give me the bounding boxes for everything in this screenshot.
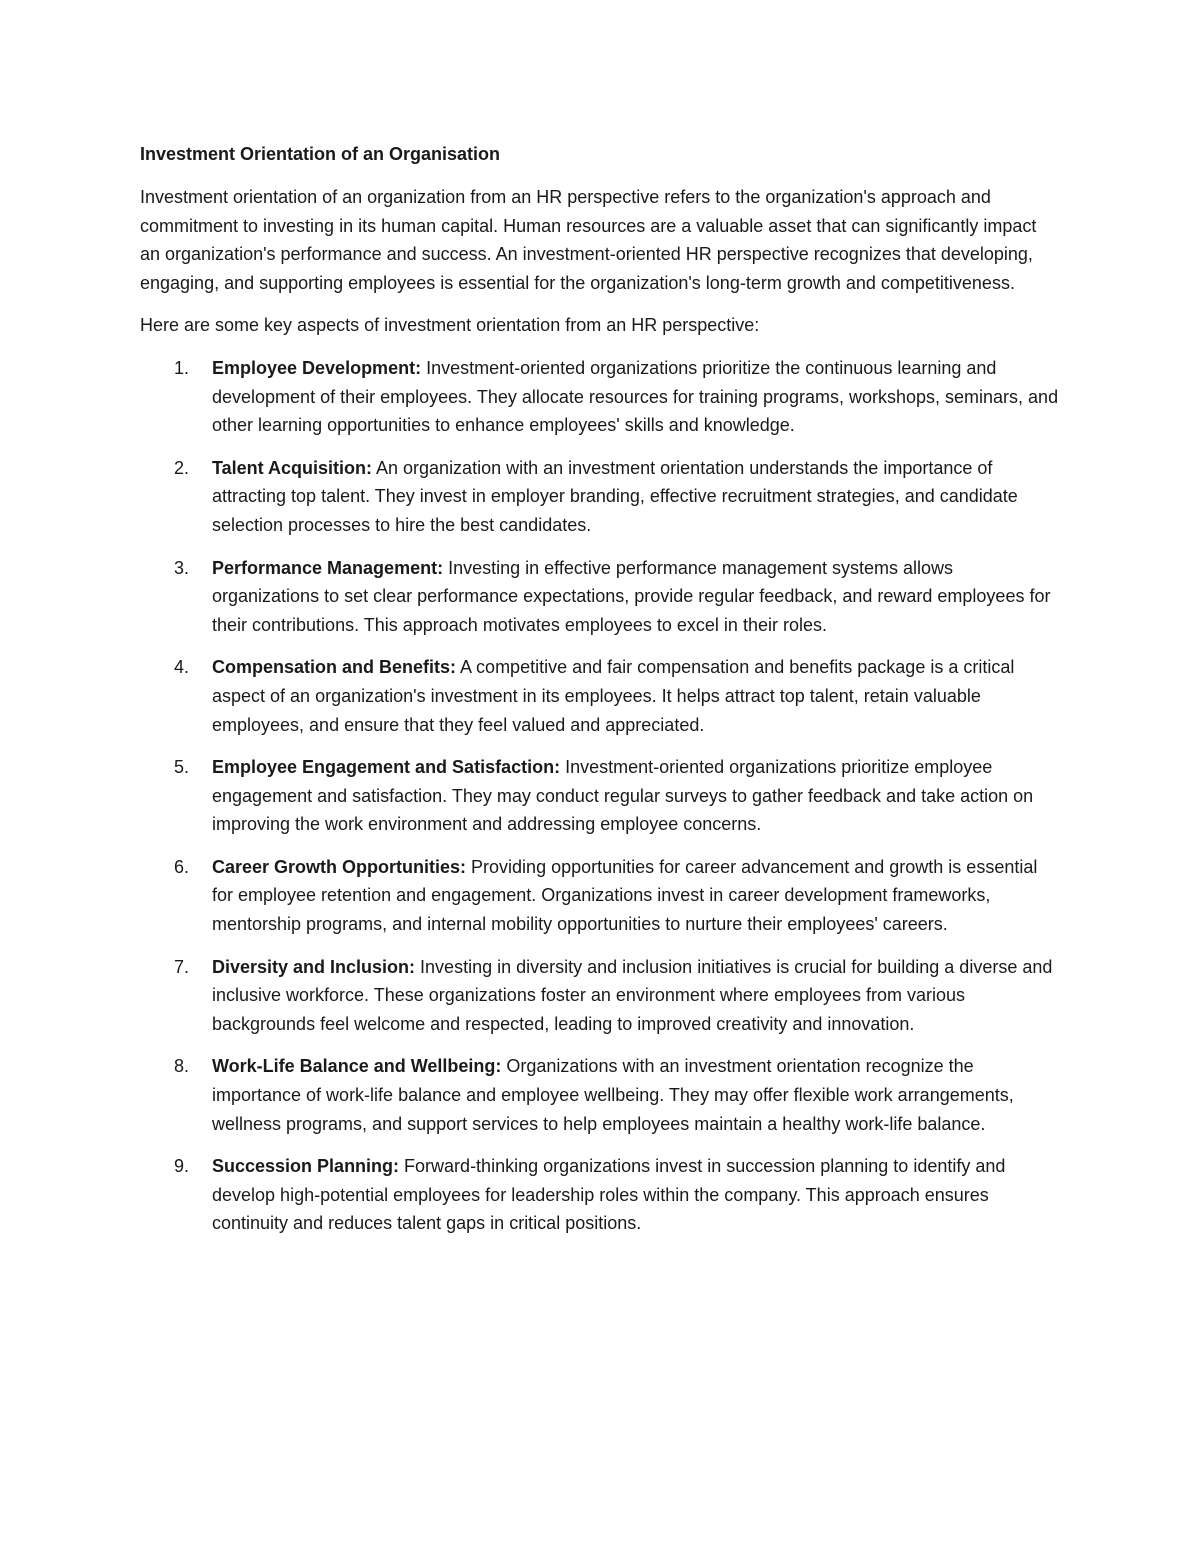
document-page [140, 140, 1060, 1252]
aspect-item [140, 454, 1060, 540]
aspect-term: Talent Acquisition: [212, 457, 372, 478]
aspect-description: Forward-thinking organizations invest in succession planning to identify and develop high-potential employees for leadership roles within the company. This approach ensures continuity and reduces talent gaps in critical positions. [212, 1156, 1006, 1234]
aspect-term: Employee Engagement and Satisfaction: [212, 757, 561, 778]
aspect-term: Compensation and Benefits: [212, 657, 457, 678]
aspect-item [140, 653, 1060, 739]
aspect-number: 2. [174, 457, 190, 478]
aspect-description: Investing in diversity and inclusion initiatives is crucial for building a diverse and inclusive workforce. These organizations foster an environment where employees from various backgrounds feel welcome and respected, leading to improved creativity and innovation. [212, 956, 1053, 1034]
document-title: Investment Orientation of an Organisation [140, 144, 501, 164]
aspect-number: 8. [174, 1056, 190, 1077]
aspect-term: Succession Planning: [212, 1156, 400, 1177]
aspect-description: Investing in effective performance management systems allows organizations to set clear performance expectations, provide regular feedback, and reward employees for their contributions. This approach motivates employees to excel in their roles. [212, 557, 1051, 635]
aspect-number: 5. [174, 757, 190, 778]
aspect-term: Employee Development: [212, 357, 422, 378]
aspect-number: 4. [174, 657, 190, 678]
aspect-term: Work-Life Balance and Wellbeing: [212, 1056, 502, 1077]
aspect-number: 1. [174, 357, 190, 378]
aspect-item [140, 1052, 1060, 1138]
aspect-description: An organization with an investment orientation understands the importance of attracting top talent. They invest in employer branding, effective recruitment strategies, and candidate selection processes to hire the best candidates. [212, 457, 1018, 535]
aspects-list [140, 354, 1060, 1238]
aspect-term: Performance Management: [212, 557, 444, 578]
aspect-description: Investment-oriented organizations prioritize employee engagement and satisfaction. They may conduct regular surveys to gather feedback and take action on improving the work environment and addressing employee concerns. [212, 757, 1034, 835]
aspect-description: Investment-oriented organizations prioritize the continuous learning and development of their employees. They allocate resources for training programs, workshops, seminars, and other learning opportunities to enhance employees' skills and knowledge. [212, 357, 1059, 436]
aspect-item [140, 853, 1060, 939]
aspect-term: Diversity and Inclusion: [212, 956, 416, 977]
aspect-term: Career Growth Opportunities: [212, 856, 467, 877]
aspect-number: 9. [174, 1156, 190, 1177]
aspect-description: A competitive and fair compensation and benefits package is a critical aspect of an organization's investment in its employees. It helps attract top talent, retain valuable employees, and ensure that they feel valued and appreciated. [212, 657, 1015, 735]
aspect-item [140, 354, 1060, 440]
intro-paragraph: Investment orientation of an organization from an HR perspective refers to the organization's approach and commitment to investing in its human capital. Human resources are a valuable asset that can significantly impact an organization's performance and success. An investment-oriented HR perspective recognizes that developing, engaging, and supporting employees is essential for the organization's long-term growth and competitiveness. [140, 187, 1037, 293]
aspect-number: 6. [174, 856, 190, 877]
aspect-description: Organizations with an investment orientation recognize the importance of work-life balance and employee wellbeing. They may offer flexible work arrangements, wellness programs, and support services to help employees maintain a healthy work-life balance. [212, 1056, 1014, 1134]
aspect-item [140, 753, 1060, 839]
aspect-number: 7. [174, 956, 190, 977]
aspect-number: 3. [174, 557, 190, 578]
aspect-item [140, 1152, 1060, 1238]
lead-in-paragraph: Here are some key aspects of investment orientation from an HR perspective: [140, 315, 760, 336]
aspect-item [140, 554, 1060, 640]
aspect-description: Providing opportunities for career advancement and growth is essential for employee retention and engagement. Organizations invest in career development frameworks, mentorship programs, and internal mobility opportunities to nurture their employees' careers. [212, 856, 1038, 935]
aspect-item [140, 953, 1060, 1039]
